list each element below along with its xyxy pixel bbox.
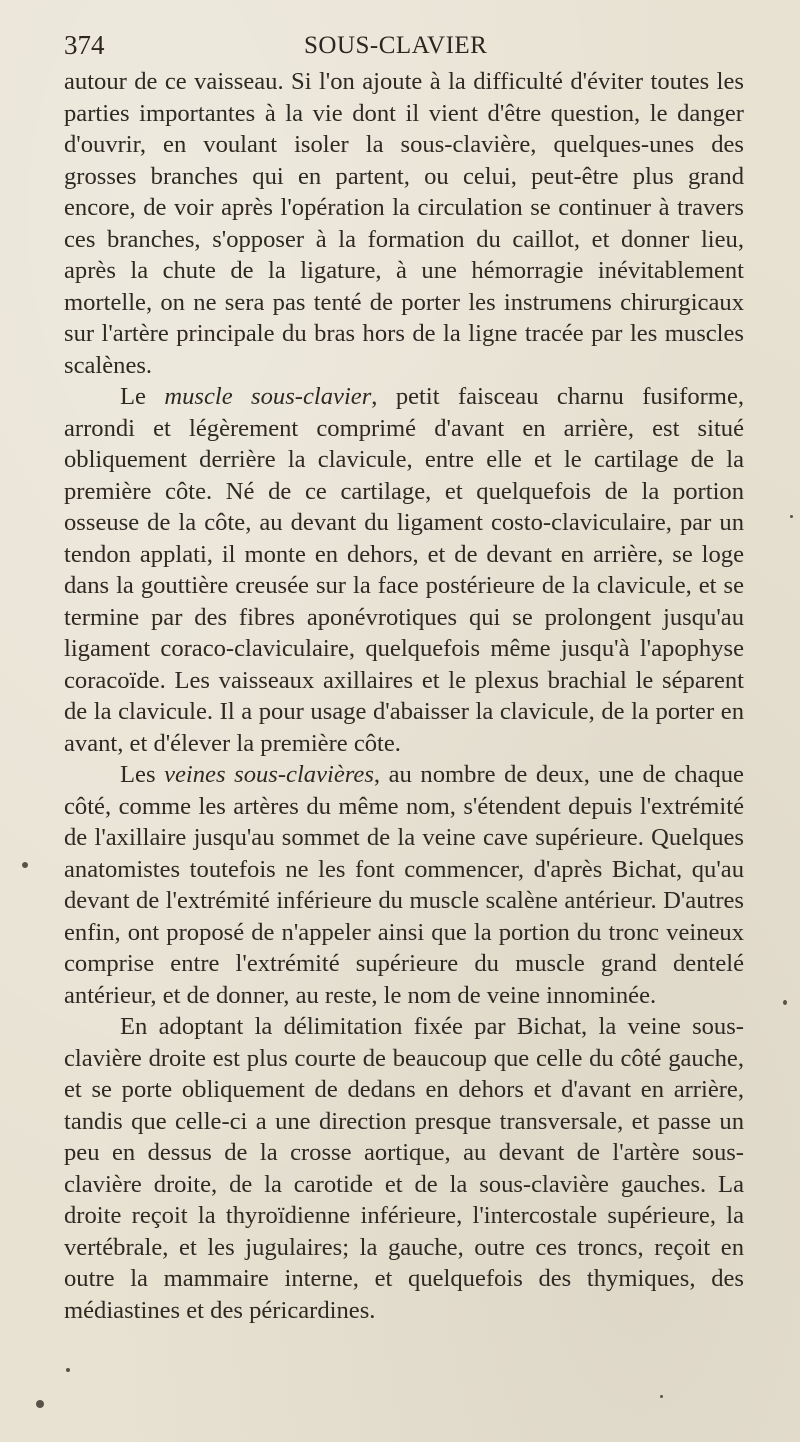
paragraph-continuation: autour de ce vaisseau. Si l'on ajoute à la difficulté d'éviter toutes les parties importantes à la vie dont il vient d'être question, le danger d'ouvrir, en voulant isoler la sous-clavière, quelques-unes des grosses branches qui en partent, ou celui, peut-être plus grand encore, de voir après l'opération la circulation se continuer à travers ces branches, s'opposer à la formation du caillot, et donner lieu, après la chute de la ligature, à une hémorragie inévitablement mortelle, on ne sera pas tenté de porter les instrumens chirurgicaux sur l'artère principale du bras hors de la ligne tracée par les muscles scalènes. xyxy=(64,68,744,379)
paper-speck xyxy=(783,1000,787,1005)
paper-speck xyxy=(36,1400,44,1408)
paragraph-lead: Les xyxy=(120,761,165,788)
paper-speck xyxy=(66,1368,70,1372)
paper-speck xyxy=(660,1395,663,1398)
term-veines-sous-clavieres: veines sous-clavières xyxy=(164,761,374,788)
paragraph-lead: Le xyxy=(120,383,165,410)
paper-speck xyxy=(790,515,793,518)
paragraph-veines-sous-clavieres xyxy=(64,759,744,1011)
page-header xyxy=(64,30,744,70)
paragraph-delimitation: En adoptant la délimitation fixée par Bichat, la veine sous-clavière droite est plus courte de beaucoup que celle du côté gauche, et se porte obliquement de dedans en dehors et d'avant en arrière, tandis que celle-ci a une direction presque transversale, et passe un peu en dessus de la crosse aortique, au devant de l'artère sous-clavière droite, de la carotide et de la sous-clavière gauches. La droite reçoit la thyroïdienne inférieure, l'intercostale supérieure, la vertébrale, et les jugulaires; la gauche, outre ces troncs, reçoit en outre la mammaire interne, et quelquefois des thymiques, des médiastines et des péricardines. xyxy=(64,1013,744,1324)
running-title: SOUS-CLAVIER xyxy=(304,32,488,59)
paper-speck xyxy=(22,862,28,868)
paragraph-muscle-sous-clavier xyxy=(64,381,744,759)
paragraph-body: , petit faisceau charnu fusiforme, arrondi et légèrement comprimé d'avant en arrière, est situé obliquement derrière la clavicule, entre elle et le cartilage de la première côte. Né de ce cartilage, et quelquefois de la portion osseuse de la côte, au devant du ligament costo-claviculaire, par un tendon applati, il monte en dehors, et de devant en arrière, se loge dans la gouttière creusée sur la face postérieure de la clavicule, et se termine par des fibres aponévrotiques qui se prolongent jusqu'au ligament coraco-claviculaire, quelquefois même jusqu'à l'apophyse coracoïde. Les vaisseaux axillaires et le plexus brachial le séparent de la clavicule. Il a pour usage d'abaisser la clavicule, de la porter en avant, et d'élever la première côte. xyxy=(64,383,745,757)
term-muscle-sous-clavier: muscle sous-clavier xyxy=(164,383,372,410)
paragraph-body: , au nombre de deux, une de chaque côté, comme les artères du même nom, s'étendent depuis l'extrémité de l'axillaire jusqu'au sommet de la veine cave supérieure. Quelques anatomistes toutefois ne les font commencer, d'après Bichat, qu'au devant de l'extrémité inférieure du muscle scalène antérieur. D'autres enfin, ont proposé de n'appeler ainsi que la portion du tronc veineux comprise entre l'extrémité supérieure du muscle grand dentelé antérieur, et de donner, au reste, le nom de veine innominée. xyxy=(64,761,744,1009)
page-number: 374 xyxy=(64,30,105,60)
body-text xyxy=(64,66,744,1326)
